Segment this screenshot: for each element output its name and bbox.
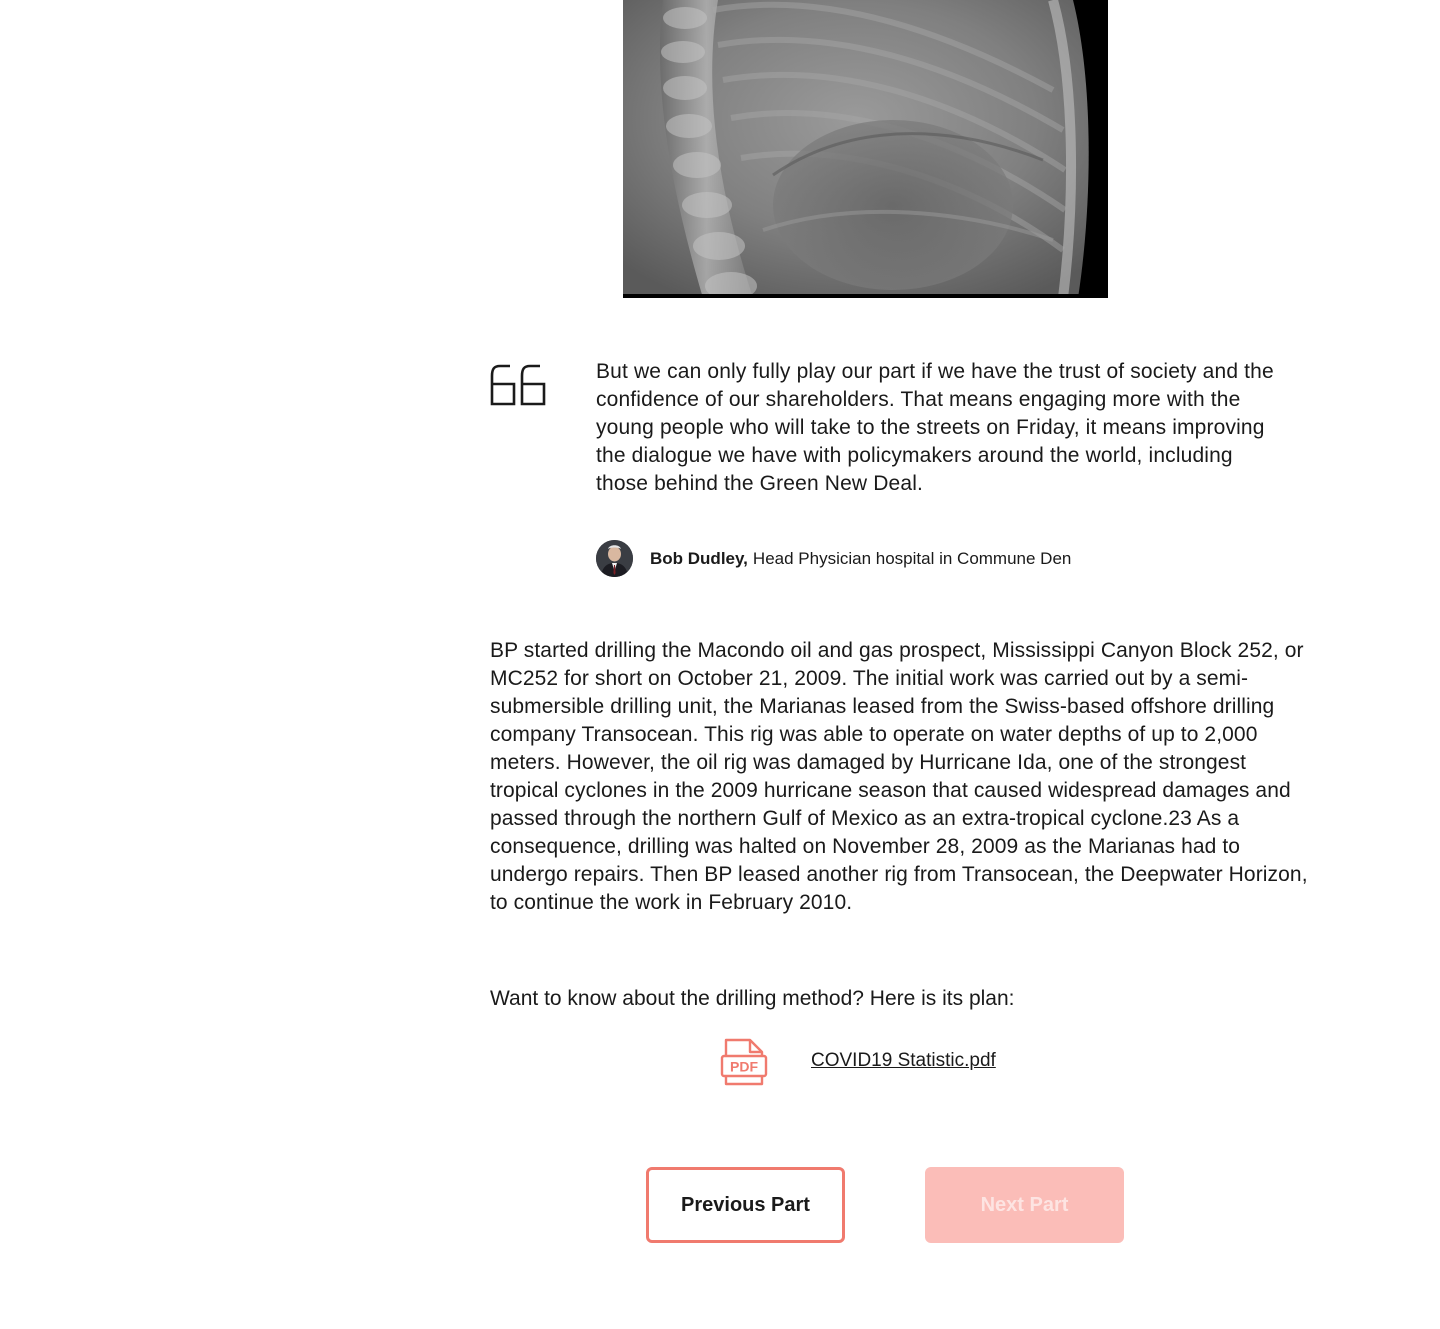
quote-author (596, 540, 1071, 577)
next-part-label: Next Part (980, 1193, 1069, 1216)
article-paragraph: BP started drilling the Macondo oil and gas prospect, Mississippi Canyon Block 252, or MC252 for short on October 21, 2009. The initial work was carried out by a semi-submersible drilling unit, the Marianas leased from the Swiss-based offshore drilling company Transocean. This rig was able to operate on water depths of up to 2,000 meters. However, the oil rig was damaged by Hurricane Ida, one of the strongest tropical cyclones in the 2009 hurricane season that caused widespread damages and passed through the northern Gulf of Mexico as an extra-tropical cyclone.23 As a consequence, drilling was halted on November 28, 2009 as the Marianas had to undergo repairs. Then BP leased another rig from Transocean, the Deepwater Horizon, to continue the work in February 2010. (490, 639, 1308, 914)
quote-mark-icon (490, 364, 546, 408)
pdf-icon-label: PDF (730, 1058, 758, 1075)
pdf-icon[interactable] (720, 1036, 770, 1088)
author-name: Bob Dudley, (650, 548, 748, 568)
avatar (596, 540, 633, 577)
xray-image (623, 0, 1108, 298)
quote-text: But we can only fully play our part if we have the trust of society and the confidence of our shareholders. That means engaging more with the young people who will take to the streets on Friday, it means improving the dialogue we have with policymakers around the world, including those behind the Green New Deal. (596, 360, 1274, 495)
previous-part-button[interactable] (646, 1167, 845, 1243)
plan-intro-text: Want to know about the drilling method? Here is its plan: (490, 987, 1015, 1010)
author-role: Head Physician hospital in Commune Den (752, 548, 1072, 568)
xray-illustration (623, 0, 1108, 298)
pdf-download-link[interactable]: COVID19 Statistic.pdf (811, 1050, 996, 1071)
previous-part-label: Previous Part (681, 1193, 810, 1216)
next-part-button[interactable] (925, 1167, 1124, 1243)
